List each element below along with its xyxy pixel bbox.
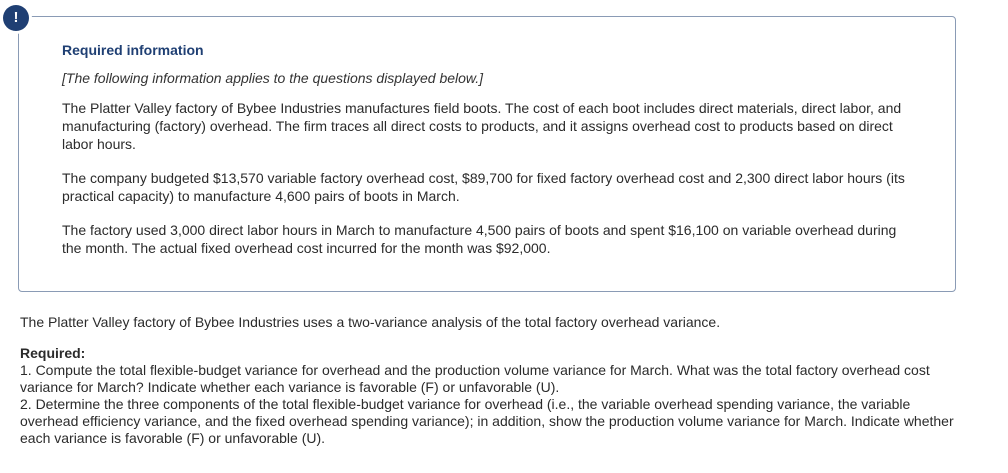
requirement-1: 1. Compute the total flexible-budget variance for overhead and the production volume variance for March. What was the total factory overhead cost variance for March? Indicate whether each variance is favorable (F) or unfavorable (U). bbox=[20, 362, 930, 395]
info-paragraph-1: The Platter Valley factory of Bybee Industries manufactures field boots. The cost of each boot includes direct materials, direct labor, and manufacturing (factory) overhead. The firm traces all direct costs to products, and it assigns overhead cost to products based on direct labor hours. bbox=[62, 100, 902, 152]
info-title: Required information bbox=[62, 42, 204, 58]
info-subtitle: [The following information applies to the questions displayed below.] bbox=[62, 70, 484, 86]
required-information-box bbox=[18, 16, 956, 292]
info-paragraph-2: The company budgeted $13,570 variable factory overhead cost, $89,700 for fixed factory overhead cost and 2,300 direct labor hours (its practical capacity) to manufacture 4,600 pairs of boots in March. bbox=[62, 170, 905, 204]
question-content bbox=[20, 314, 955, 447]
required-heading: Required: bbox=[20, 345, 86, 361]
exclamation-icon: ! bbox=[3, 5, 29, 31]
requirement-2: 2. Determine the three components of the total flexible-budget variance for overhead (i.e., the variable overhead spending variance, the variable overhead efficiency variance, and the fixed overhead spending variance); in addition, show the production volume variance for March. Indicate whether each variance is favorable (F) or unfavorable (U). bbox=[20, 396, 954, 446]
question-intro: The Platter Valley factory of Bybee Industries uses a two-variance analysis of the total factory overhead variance. bbox=[20, 314, 721, 330]
info-paragraph-3: The factory used 3,000 direct labor hours in March to manufacture 4,500 pairs of boots and spent $16,100 on variable overhead during the month. The actual fixed overhead cost incurred for the month was $92,000. bbox=[62, 222, 897, 256]
